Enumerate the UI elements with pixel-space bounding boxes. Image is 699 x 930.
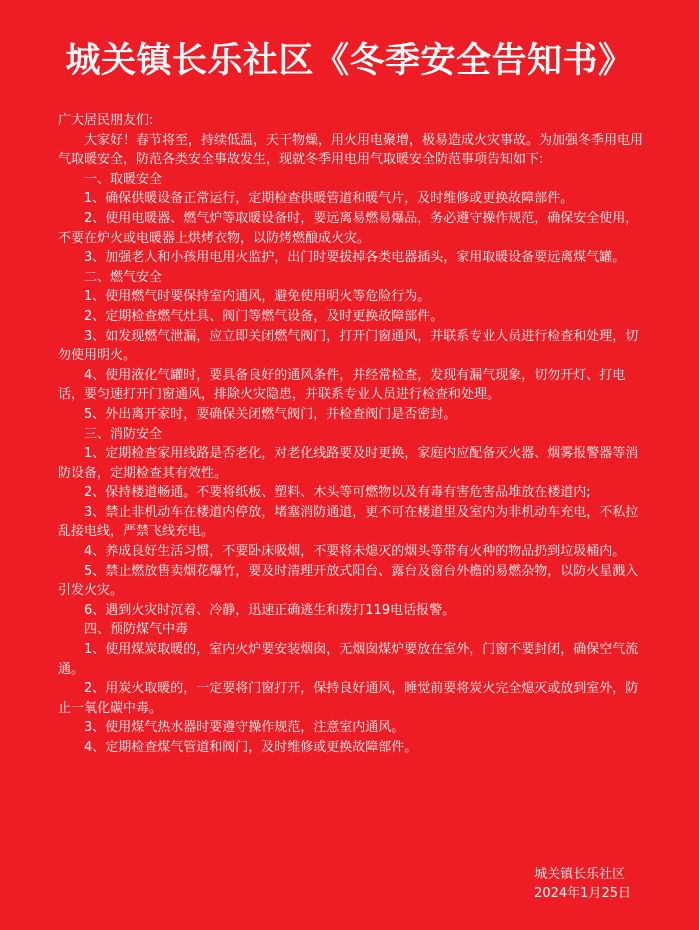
section-heading-gas: 二、燃气安全 bbox=[84, 269, 163, 285]
section-heading-heating: 一、取暖安全 bbox=[84, 171, 163, 187]
co-item: 1、使用煤炭取暖的，室内火炉要安装烟囱，无烟囱煤炉要放在室外，门窗不要封闭，确保空气流通。 bbox=[58, 642, 639, 677]
section-heading-fire: 三、消防安全 bbox=[84, 426, 163, 442]
co-item: 2、用炭火取暖的，一定要将门窗打开，保持良好通风，睡觉前要将炭火完全熄灭或放到室外，防止一氧化碳中毒。 bbox=[58, 681, 639, 716]
signature-block bbox=[534, 865, 631, 903]
section-heading-co-poisoning: 四、预防煤气中毒 bbox=[84, 622, 189, 638]
heating-item: 1、确保供暖设备正常运行，定期检查供暖管道和暖气片，及时维修或更换故障部件。 bbox=[84, 191, 574, 207]
intro-paragraph: 大家好！春节将至，持续低温，天干物燥，用火用电聚增，极易造成火灾事故。为加强冬季用电用气取暖安全，防范各类安全事故发生，现就冬季用电用气取暖安全防范事项告知如下: bbox=[58, 132, 644, 168]
greeting: 广大居民朋友们: bbox=[58, 113, 154, 128]
fire-item: 4、养成良好生活习惯，不要卧床吸烟，不要将未熄灭的烟头等带有火种的物品扔到垃圾桶内。 bbox=[84, 544, 626, 560]
fire-item: 5、禁止燃放售卖烟花爆竹，要及时清理开放式阳台、露台及窗台外檐的易燃杂物，以防火星溅入引发火灾。 bbox=[58, 563, 639, 599]
gas-item: 5、外出离开家时，要确保关闭燃气阀门，并检查阀门是否密封。 bbox=[84, 406, 457, 422]
co-item: 3、使用煤气热水器时要遵守操作规范，注意室内通风。 bbox=[84, 720, 405, 736]
heating-item: 2、使用电暖器、燃气炉等取暖设备时，要远离易燃易爆品，务必遵守操作规范，确保安全使用，不要在炉火或电暖器上烘烤衣物，以防烤燃酿成火灾。 bbox=[58, 210, 639, 246]
gas-item: 3、如发现燃气泄漏，应立即关闭燃气阀门，打开门窗通风，并联系专业人员进行检查和处理，切勿使用明火。 bbox=[58, 328, 639, 364]
fire-item: 1、定期检查家用线路是否老化，对老化线路要及时更换，家庭内应配备灭火器、烟雾报警器等消防设备，定期检查其有效性。 bbox=[58, 446, 639, 481]
fire-item: 3、禁止非机动车在楼道内停放，堵塞消防通道，更不可在楼道里及室内为非机动车充电，不私拉乱接电线，严禁飞线充电。 bbox=[58, 504, 639, 540]
heating-item: 3、加强老人和小孩用电用火监护，出门时要拔掉各类电器插头，家用取暖设备要远离煤气罐。 bbox=[84, 250, 626, 266]
signature-organization: 城关镇长乐社区 bbox=[534, 867, 626, 882]
fire-item: 6、遇到火灾时沉着、冷静，迅速正确逃生和拨打119电话报警。 bbox=[84, 602, 456, 618]
signature-date: 2024年1月25日 bbox=[534, 886, 631, 901]
gas-item: 1、使用燃气时要保持室内通风，避免使用明火等危险行为。 bbox=[84, 289, 431, 305]
gas-item: 4、使用液化气罐时，要具备良好的通风条件，并经常检查，发现有漏气现象，切勿开灯、打电话，要匀速打开门窗通风，排除火灾隐患，并联系专业人员进行检查和处理。 bbox=[58, 367, 626, 403]
co-item: 4、定期检查煤气管道和阀门，及时维修或更换故障部件。 bbox=[84, 740, 418, 755]
page-title: 城关镇长乐社区《冬季安全告知书》 bbox=[65, 40, 634, 81]
fire-item: 2、保持楼道畅通。不要将纸板、塑料、木头等可燃物以及有毒有害危害品堆放在楼道内; bbox=[84, 485, 591, 501]
gas-item: 2、定期检查燃气灶具、阀门等燃气设备，及时更换故障部件。 bbox=[84, 308, 444, 324]
notice-body bbox=[58, 111, 648, 758]
